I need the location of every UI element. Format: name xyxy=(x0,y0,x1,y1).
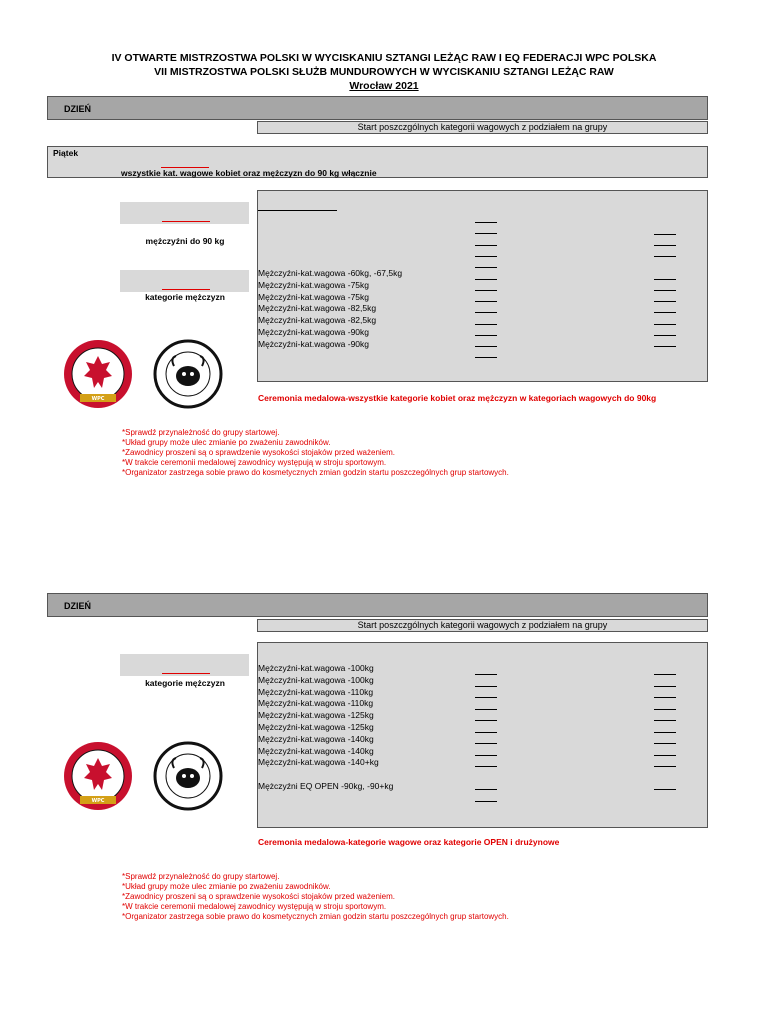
group-label-men-categories-2: kategorie mężczyzn xyxy=(145,678,225,688)
blank-line xyxy=(475,346,497,347)
blank-line xyxy=(654,686,676,687)
wpc-polska-logo xyxy=(62,338,134,410)
subheader-1: Start poszczgólnych kategorii wagowych z podziałem na grupy xyxy=(257,121,708,134)
red-underline xyxy=(162,221,210,222)
blank-line xyxy=(475,267,497,268)
title-city: Wrocław 2021 xyxy=(349,80,419,92)
svg-text:WPC: WPC xyxy=(91,396,105,402)
blank-line xyxy=(475,709,497,710)
svg-text:WPC: WPC xyxy=(91,798,105,804)
schedule-row: Mężczyźni-kat.wagowa -60kg, -67,5kg xyxy=(258,268,403,278)
schedule-row: Mężczyźni-kat.wagowa -110kg xyxy=(258,686,374,697)
blank-line xyxy=(654,697,676,698)
blank-line xyxy=(475,233,497,234)
day-description: wszystkie kat. wagowe kobiet oraz mężczyzn do 90 kg włącznie xyxy=(121,168,377,178)
schedule-row: Mężczyźni-kat.wagowa -90kg xyxy=(258,338,370,349)
day-box-friday xyxy=(47,146,708,178)
blank-line xyxy=(475,801,497,802)
day-header-1: DZIEŃ xyxy=(47,96,708,120)
red-underline xyxy=(162,289,210,290)
note: *Układ grupy może ulec zmianie po zważeniu zawodników. xyxy=(122,882,331,891)
blank-line xyxy=(475,324,497,325)
schedule-row: Mężczyźni-kat.wagowa -140+kg xyxy=(258,757,379,768)
schedule-row: Mężczyźni-kat.wagowa -82,5kg xyxy=(258,303,377,314)
schedule-row: Mężczyźni-kat.wagowa -90kg xyxy=(258,327,370,337)
blank-line xyxy=(475,686,497,687)
ceremony-text-1: Ceremonia medalowa-wszystkie kategorie kobiet oraz mężczyzn w kategoriach wagowych do 90kg xyxy=(258,393,657,403)
blank-line xyxy=(654,789,676,790)
blank-line xyxy=(475,357,497,358)
blank-line xyxy=(654,279,676,280)
blank-line xyxy=(475,789,497,790)
blank-line xyxy=(654,732,676,733)
blank-line xyxy=(654,312,676,313)
blank-line xyxy=(654,743,676,744)
blank-line xyxy=(475,245,497,246)
day-name: Piątek xyxy=(53,148,79,158)
blank-line xyxy=(654,335,676,336)
group-label-men-categories: kategorie mężczyzn xyxy=(145,292,225,302)
wpc-polska-logo xyxy=(62,740,134,812)
blank-line xyxy=(475,256,497,257)
schedule-row: Mężczyźni-kat.wagowa -125kg xyxy=(258,710,374,721)
blank-line xyxy=(475,290,497,291)
blank-line xyxy=(654,346,676,347)
ceremony-text-2: Ceremonia medalowa-kategorie wagowe oraz kategorie OPEN i drużynowe xyxy=(258,837,560,847)
schedule-row: Mężczyźni-kat.wagowa -100kg xyxy=(258,674,374,685)
blank-line xyxy=(475,222,497,223)
blank-line xyxy=(654,674,676,675)
subheader-2: Start poszczgólnych kategorii wagowych z podziałem na grupy xyxy=(257,619,708,632)
schedule-row: Mężczyźni-kat.wagowa -110kg xyxy=(258,698,374,709)
note: *Organizator zastrzega sobie prawo do kosmetycznych zmian godzin startu poszczególnych grup startowych. xyxy=(122,468,509,477)
note: *Zawodnicy proszeni są o sprawdzenie wysokości stojaków przed ważeniem. xyxy=(122,448,396,457)
schedule-row: Mężczyźni-kat.wagowa -75kg xyxy=(258,291,370,302)
note: *Układ grupy może ulec zmianie po zważeniu zawodników. xyxy=(122,438,331,447)
panel-underline xyxy=(258,210,337,211)
notes-block-1 xyxy=(122,428,509,478)
title-line-2: VII MISTRZOSTWA POLSKI SŁUŻB MUNDUROWYCH W WYCISKANIU SZTANGI LEŻĄC RAW xyxy=(154,66,614,78)
blank-line xyxy=(475,279,497,280)
title-line-1: IV OTWARTE MISTRZOSTWA POLSKI W WYCISKANIU SZTANGI LEŻĄC RAW I EQ FEDERACJI WPC POLSKA xyxy=(111,52,657,64)
blank-line xyxy=(475,335,497,336)
blank-line xyxy=(654,755,676,756)
blank-line xyxy=(654,256,676,257)
blank-line xyxy=(654,301,676,302)
blank-line xyxy=(475,766,497,767)
blank-line xyxy=(475,755,497,756)
group-label-men-90: mężczyźni do 90 kg xyxy=(145,236,225,246)
day-header-2: DZIEŃ xyxy=(47,593,708,617)
metroflex-logo xyxy=(152,338,224,410)
blank-line xyxy=(475,720,497,721)
schedule-row: Mężczyźni-kat.wagowa -140kg xyxy=(258,745,374,756)
schedule-row: Mężczyźni-kat.wagowa -82,5kg xyxy=(258,315,377,326)
notes-block-2 xyxy=(122,872,509,922)
red-underline xyxy=(162,673,210,674)
blank-line xyxy=(475,743,497,744)
schedule-row: Mężczyźni-kat.wagowa -75kg xyxy=(258,279,370,290)
note: *Sprawdź przynależność do grupy startowej. xyxy=(122,428,280,437)
blank-line xyxy=(654,234,676,235)
blank-line xyxy=(654,709,676,710)
blank-line xyxy=(475,732,497,733)
blank-line xyxy=(654,766,676,767)
blank-line xyxy=(654,324,676,325)
blank-line xyxy=(475,697,497,698)
open-row: Mężczyźni EQ OPEN -90kg, -90+kg xyxy=(258,781,394,791)
note: *W trakcie ceremonii medalowej zawodnicy występują w stroju sportowym. xyxy=(122,458,387,467)
note: *Zawodnicy proszeni są o sprawdzenie wysokości stojaków przed ważeniem. xyxy=(122,892,396,901)
blank-line xyxy=(654,245,676,246)
blank-line xyxy=(475,674,497,675)
schedule-row: Mężczyźni-kat.wagowa -125kg xyxy=(258,722,374,732)
note: *W trakcie ceremonii medalowej zawodnicy występują w stroju sportowym. xyxy=(122,902,387,911)
blank-line xyxy=(654,720,676,721)
blank-line xyxy=(654,290,676,291)
schedule-row: Mężczyźni-kat.wagowa -100kg xyxy=(258,663,374,673)
metroflex-logo xyxy=(152,740,224,812)
blank-line xyxy=(475,301,497,302)
blank-line xyxy=(475,312,497,313)
schedule-row: Mężczyźni-kat.wagowa -140kg xyxy=(258,733,374,744)
note: *Sprawdź przynależność do grupy startowej. xyxy=(122,872,280,881)
note: *Organizator zastrzega sobie prawo do kosmetycznych zmian godzin startu poszczególnych grup startowych. xyxy=(122,912,509,921)
